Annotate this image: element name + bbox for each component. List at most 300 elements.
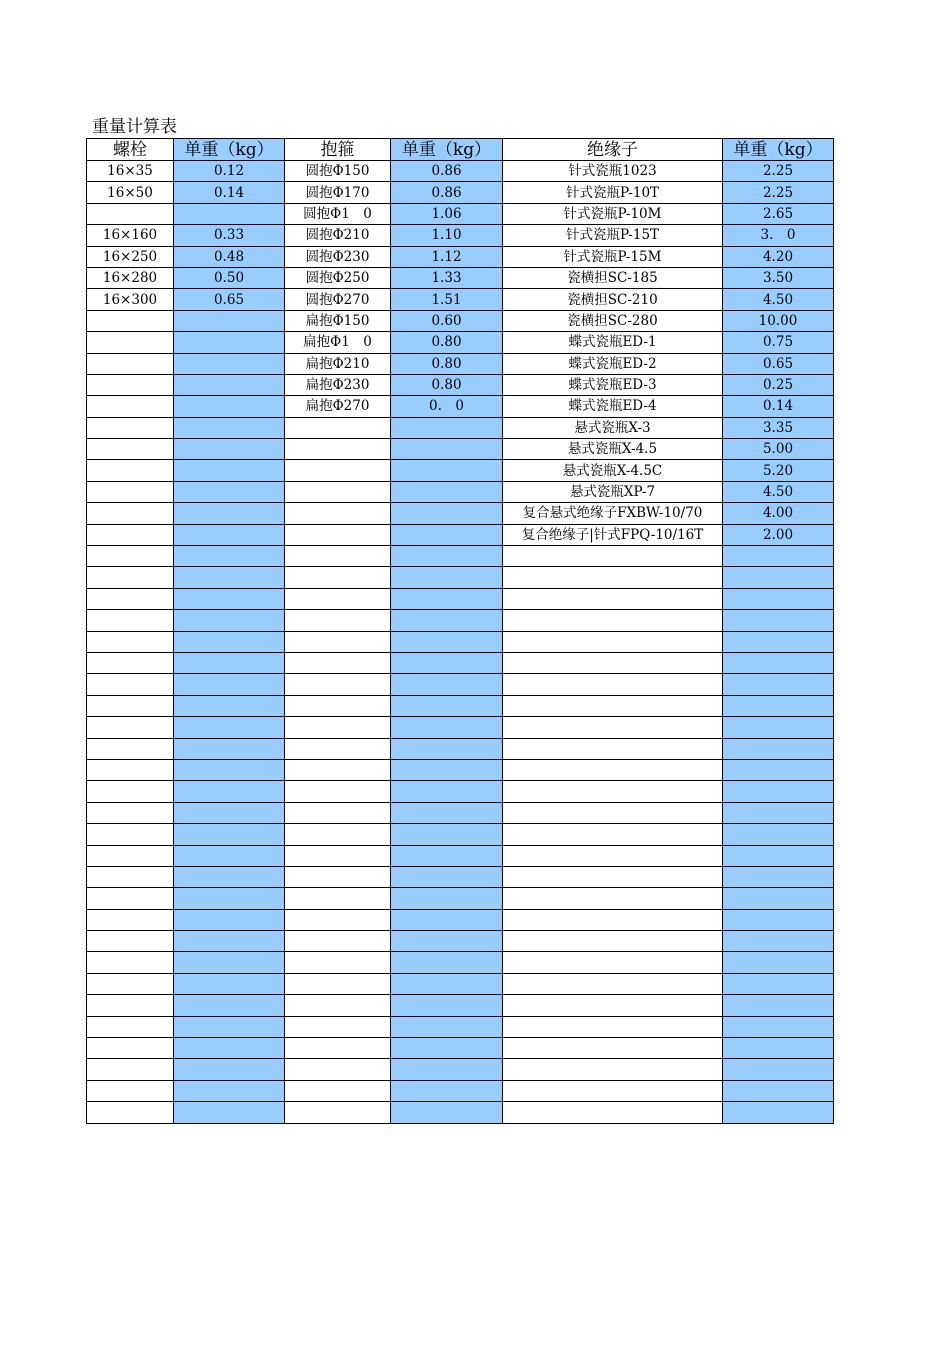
bolt-weight-cell[interactable]: 0.33 <box>174 225 285 246</box>
hoop-weight-cell[interactable] <box>391 674 503 695</box>
hoop-weight-cell[interactable] <box>391 610 503 631</box>
hoop-cell[interactable] <box>285 1016 391 1037</box>
hoop-cell[interactable]: 圆抱Φ270 <box>285 289 391 310</box>
bolt-weight-cell[interactable] <box>174 1016 285 1037</box>
table-row <box>87 203 834 224</box>
insulator-weight-cell[interactable] <box>723 738 834 759</box>
bolt-cell[interactable] <box>87 1038 174 1059</box>
insulator-cell[interactable] <box>503 995 723 1016</box>
bolt-cell[interactable]: 16×160 <box>87 225 174 246</box>
hoop-weight-cell[interactable] <box>391 439 503 460</box>
insulator-weight-cell[interactable] <box>723 567 834 588</box>
hoop-cell[interactable] <box>285 909 391 930</box>
bolt-cell[interactable] <box>87 332 174 353</box>
bolt-cell[interactable] <box>87 631 174 652</box>
insulator-cell[interactable] <box>503 1102 723 1123</box>
hoop-cell[interactable] <box>285 460 391 481</box>
bolt-cell[interactable] <box>87 909 174 930</box>
hoop-weight-cell[interactable] <box>391 460 503 481</box>
insulator-cell[interactable] <box>503 1059 723 1080</box>
bolt-cell[interactable] <box>87 503 174 524</box>
bolt-cell[interactable] <box>87 781 174 802</box>
bolt-weight-cell[interactable] <box>174 652 285 673</box>
bolt-cell[interactable] <box>87 845 174 866</box>
hoop-cell[interactable]: 圆抱Φ250 <box>285 267 391 288</box>
bolt-weight-cell[interactable] <box>174 759 285 780</box>
insulator-weight-cell[interactable] <box>723 973 834 994</box>
hoop-weight-cell[interactable]: 1.51 <box>391 289 503 310</box>
bolt-weight-cell[interactable] <box>174 973 285 994</box>
table-row <box>87 610 834 631</box>
bolt-weight-cell[interactable] <box>174 503 285 524</box>
insulator-weight-cell[interactable] <box>723 588 834 609</box>
bolt-weight-cell[interactable] <box>174 567 285 588</box>
bolt-weight-cell[interactable] <box>174 866 285 887</box>
table-row <box>87 524 834 545</box>
header-hoop: 抱箍 <box>285 139 391 161</box>
bolt-cell[interactable] <box>87 674 174 695</box>
header-insulator: 绝缘子 <box>503 139 723 161</box>
hoop-cell[interactable] <box>285 952 391 973</box>
bolt-cell[interactable] <box>87 1016 174 1037</box>
insulator-cell[interactable] <box>503 1038 723 1059</box>
hoop-weight-cell[interactable] <box>391 781 503 802</box>
insulator-weight-cell[interactable]: 4.20 <box>723 246 834 267</box>
hoop-weight-cell[interactable]: 1.12 <box>391 246 503 267</box>
hoop-weight-cell[interactable]: 0.86 <box>391 161 503 182</box>
hoop-cell[interactable] <box>285 824 391 845</box>
table-row <box>87 567 834 588</box>
insulator-cell[interactable]: 悬式瓷瓶X-4.5 <box>503 439 723 460</box>
table-row <box>87 1038 834 1059</box>
insulator-weight-cell[interactable] <box>723 1038 834 1059</box>
bolt-weight-cell[interactable] <box>174 781 285 802</box>
hoop-cell[interactable] <box>285 439 391 460</box>
bolt-cell[interactable] <box>87 824 174 845</box>
insulator-weight-cell[interactable] <box>723 845 834 866</box>
bolt-weight-cell[interactable]: 0.65 <box>174 289 285 310</box>
header-row <box>87 139 834 161</box>
insulator-cell[interactable] <box>503 738 723 759</box>
hoop-weight-cell[interactable] <box>391 1080 503 1101</box>
bolt-weight-cell[interactable] <box>174 824 285 845</box>
hoop-cell[interactable]: 扁抱Φ150 <box>285 310 391 331</box>
insulator-weight-cell[interactable]: 2.25 <box>723 182 834 203</box>
hoop-weight-cell[interactable] <box>391 652 503 673</box>
bolt-cell[interactable] <box>87 995 174 1016</box>
insulator-cell[interactable]: 针式瓷瓶P-15T <box>503 225 723 246</box>
insulator-weight-cell[interactable] <box>723 695 834 716</box>
header-bolt: 螺栓 <box>87 139 174 161</box>
table-row <box>87 546 834 567</box>
insulator-weight-cell[interactable] <box>723 909 834 930</box>
bolt-cell[interactable]: 16×35 <box>87 161 174 182</box>
bolt-cell[interactable] <box>87 417 174 438</box>
bolt-cell[interactable] <box>87 973 174 994</box>
bolt-weight-cell[interactable] <box>174 353 285 374</box>
insulator-cell[interactable] <box>503 759 723 780</box>
hoop-cell[interactable] <box>285 481 391 502</box>
insulator-weight-cell[interactable]: 3. 0 <box>723 225 834 246</box>
hoop-cell[interactable] <box>285 1038 391 1059</box>
hoop-weight-cell[interactable] <box>391 417 503 438</box>
insulator-weight-cell[interactable] <box>723 781 834 802</box>
hoop-cell[interactable] <box>285 524 391 545</box>
insulator-cell[interactable]: 悬式瓷瓶X-3 <box>503 417 723 438</box>
insulator-weight-cell[interactable]: 5.00 <box>723 439 834 460</box>
insulator-cell[interactable] <box>503 1080 723 1101</box>
hoop-weight-cell[interactable] <box>391 866 503 887</box>
insulator-cell[interactable]: 复合悬式绝缘子FXBW-10/70 <box>503 503 723 524</box>
hoop-weight-cell[interactable] <box>391 1016 503 1037</box>
bolt-cell[interactable]: 16×300 <box>87 289 174 310</box>
hoop-weight-cell[interactable] <box>391 738 503 759</box>
hoop-weight-cell[interactable] <box>391 524 503 545</box>
hoop-weight-cell[interactable]: 0.80 <box>391 332 503 353</box>
table-row <box>87 246 834 267</box>
insulator-cell[interactable] <box>503 973 723 994</box>
bolt-weight-cell[interactable] <box>174 802 285 823</box>
bolt-weight-cell[interactable] <box>174 631 285 652</box>
insulator-weight-cell[interactable] <box>723 652 834 673</box>
insulator-cell[interactable] <box>503 909 723 930</box>
bolt-cell[interactable] <box>87 567 174 588</box>
hoop-weight-cell[interactable] <box>391 995 503 1016</box>
insulator-weight-cell[interactable]: 5.20 <box>723 460 834 481</box>
bolt-cell[interactable] <box>87 546 174 567</box>
hoop-cell[interactable] <box>285 417 391 438</box>
hoop-weight-cell[interactable] <box>391 1038 503 1059</box>
insulator-cell[interactable]: 瓷横担SC-185 <box>503 267 723 288</box>
bolt-weight-cell[interactable] <box>174 674 285 695</box>
bolt-weight-cell[interactable] <box>174 374 285 395</box>
bolt-weight-cell[interactable] <box>174 203 285 224</box>
bolt-weight-cell[interactable] <box>174 1080 285 1101</box>
hoop-cell[interactable] <box>285 931 391 952</box>
hoop-cell[interactable] <box>285 717 391 738</box>
hoop-weight-cell[interactable] <box>391 546 503 567</box>
hoop-cell[interactable] <box>285 866 391 887</box>
insulator-weight-cell[interactable]: 4.00 <box>723 503 834 524</box>
table-row <box>87 161 834 182</box>
insulator-cell[interactable] <box>503 802 723 823</box>
bolt-weight-cell[interactable] <box>174 1059 285 1080</box>
bolt-cell[interactable] <box>87 695 174 716</box>
insulator-weight-cell[interactable]: 3.50 <box>723 267 834 288</box>
hoop-cell[interactable]: 圆抱Φ170 <box>285 182 391 203</box>
hoop-weight-cell[interactable] <box>391 931 503 952</box>
weight-table <box>86 138 834 1124</box>
insulator-cell[interactable] <box>503 952 723 973</box>
bolt-cell[interactable]: 16×280 <box>87 267 174 288</box>
table-row <box>87 781 834 802</box>
hoop-cell[interactable] <box>285 845 391 866</box>
table-row <box>87 182 834 203</box>
insulator-weight-cell[interactable] <box>723 995 834 1016</box>
bolt-weight-cell[interactable] <box>174 332 285 353</box>
bolt-cell[interactable] <box>87 866 174 887</box>
insulator-weight-cell[interactable]: 0.14 <box>723 396 834 417</box>
insulator-cell[interactable]: 针式瓷瓶1023 <box>503 161 723 182</box>
hoop-cell[interactable] <box>285 695 391 716</box>
hoop-cell[interactable] <box>285 781 391 802</box>
insulator-weight-cell[interactable] <box>723 546 834 567</box>
insulator-weight-cell[interactable] <box>723 631 834 652</box>
insulator-cell[interactable] <box>503 931 723 952</box>
insulator-weight-cell[interactable]: 0.25 <box>723 374 834 395</box>
hoop-weight-cell[interactable] <box>391 1102 503 1123</box>
insulator-cell[interactable]: 瓷横担SC-280 <box>503 310 723 331</box>
bolt-weight-cell[interactable]: 0.14 <box>174 182 285 203</box>
hoop-cell[interactable] <box>285 802 391 823</box>
bolt-weight-cell[interactable] <box>174 695 285 716</box>
insulator-weight-cell[interactable] <box>723 866 834 887</box>
bolt-weight-cell[interactable] <box>174 481 285 502</box>
hoop-weight-cell[interactable] <box>391 824 503 845</box>
bolt-weight-cell[interactable] <box>174 310 285 331</box>
hoop-weight-cell[interactable] <box>391 888 503 909</box>
bolt-weight-cell[interactable] <box>174 931 285 952</box>
bolt-cell[interactable] <box>87 931 174 952</box>
table-row <box>87 888 834 909</box>
bolt-weight-cell[interactable] <box>174 588 285 609</box>
bolt-cell[interactable] <box>87 396 174 417</box>
bolt-weight-cell[interactable] <box>174 439 285 460</box>
hoop-cell[interactable]: 扁抱Φ210 <box>285 353 391 374</box>
bolt-cell[interactable] <box>87 888 174 909</box>
bolt-weight-cell[interactable] <box>174 845 285 866</box>
hoop-cell[interactable] <box>285 995 391 1016</box>
bolt-weight-cell[interactable] <box>174 952 285 973</box>
hoop-weight-cell[interactable] <box>391 588 503 609</box>
insulator-cell[interactable]: 针式瓷瓶P-15M <box>503 246 723 267</box>
insulator-cell[interactable]: 蝶式瓷瓶ED-3 <box>503 374 723 395</box>
hoop-weight-cell[interactable] <box>391 1059 503 1080</box>
bolt-weight-cell[interactable]: 0.50 <box>174 267 285 288</box>
bolt-weight-cell[interactable] <box>174 610 285 631</box>
bolt-cell[interactable] <box>87 374 174 395</box>
table-row <box>87 717 834 738</box>
bolt-weight-cell[interactable]: 0.12 <box>174 161 285 182</box>
hoop-weight-cell[interactable] <box>391 973 503 994</box>
insulator-cell[interactable]: 蝶式瓷瓶ED-4 <box>503 396 723 417</box>
hoop-cell[interactable] <box>285 567 391 588</box>
hoop-cell[interactable] <box>285 652 391 673</box>
hoop-weight-cell[interactable]: 0.60 <box>391 310 503 331</box>
hoop-weight-cell[interactable]: 1.33 <box>391 267 503 288</box>
insulator-cell[interactable] <box>503 652 723 673</box>
bolt-cell[interactable] <box>87 439 174 460</box>
hoop-cell[interactable]: 扁抱Φ270 <box>285 396 391 417</box>
hoop-cell[interactable]: 圆抱Φ230 <box>285 246 391 267</box>
insulator-weight-cell[interactable] <box>723 759 834 780</box>
insulator-cell[interactable] <box>503 588 723 609</box>
insulator-weight-cell[interactable]: 2.25 <box>723 161 834 182</box>
insulator-cell[interactable] <box>503 610 723 631</box>
header-bolt-weight: 单重（kg） <box>174 139 285 161</box>
hoop-cell[interactable]: 扁抱Φ1 0 <box>285 332 391 353</box>
hoop-weight-cell[interactable]: 1.10 <box>391 225 503 246</box>
hoop-cell[interactable] <box>285 631 391 652</box>
insulator-weight-cell[interactable] <box>723 674 834 695</box>
insulator-cell[interactable] <box>503 631 723 652</box>
insulator-cell[interactable] <box>503 695 723 716</box>
table-row <box>87 289 834 310</box>
table-row <box>87 909 834 930</box>
bolt-weight-cell[interactable] <box>174 417 285 438</box>
insulator-weight-cell[interactable]: 10.00 <box>723 310 834 331</box>
hoop-cell[interactable] <box>285 738 391 759</box>
bolt-weight-cell[interactable]: 0.48 <box>174 246 285 267</box>
insulator-weight-cell[interactable] <box>723 1016 834 1037</box>
insulator-weight-cell[interactable] <box>723 931 834 952</box>
hoop-cell[interactable] <box>285 1080 391 1101</box>
bolt-cell[interactable] <box>87 203 174 224</box>
hoop-cell[interactable]: 圆抱Φ1 0 <box>285 203 391 224</box>
hoop-cell[interactable] <box>285 546 391 567</box>
bolt-cell[interactable] <box>87 1102 174 1123</box>
hoop-cell[interactable] <box>285 973 391 994</box>
bolt-cell[interactable] <box>87 652 174 673</box>
bolt-cell[interactable] <box>87 759 174 780</box>
insulator-weight-cell[interactable]: 0.65 <box>723 353 834 374</box>
hoop-weight-cell[interactable] <box>391 481 503 502</box>
hoop-weight-cell[interactable] <box>391 909 503 930</box>
hoop-weight-cell[interactable]: 0.80 <box>391 353 503 374</box>
bolt-cell[interactable] <box>87 1080 174 1101</box>
bolt-weight-cell[interactable] <box>174 738 285 759</box>
hoop-weight-cell[interactable] <box>391 845 503 866</box>
insulator-cell[interactable] <box>503 845 723 866</box>
bolt-weight-cell[interactable] <box>174 460 285 481</box>
insulator-weight-cell[interactable]: 2.65 <box>723 203 834 224</box>
insulator-weight-cell[interactable]: 4.50 <box>723 481 834 502</box>
sheet-title: 重量计算表 <box>92 117 177 137</box>
hoop-cell[interactable] <box>285 888 391 909</box>
table-row <box>87 439 834 460</box>
insulator-weight-cell[interactable] <box>723 1080 834 1101</box>
bolt-cell[interactable] <box>87 738 174 759</box>
table-row <box>87 695 834 716</box>
bolt-cell[interactable] <box>87 610 174 631</box>
hoop-cell[interactable]: 圆抱Φ210 <box>285 225 391 246</box>
insulator-cell[interactable] <box>503 781 723 802</box>
insulator-cell[interactable]: 悬式瓷瓶X-4.5C <box>503 460 723 481</box>
insulator-cell[interactable]: 针式瓷瓶P-10M <box>503 203 723 224</box>
table-row <box>87 631 834 652</box>
bolt-weight-cell[interactable] <box>174 546 285 567</box>
insulator-cell[interactable] <box>503 567 723 588</box>
insulator-weight-cell[interactable] <box>723 952 834 973</box>
insulator-cell[interactable] <box>503 866 723 887</box>
hoop-weight-cell[interactable]: 0.86 <box>391 182 503 203</box>
insulator-cell[interactable] <box>503 888 723 909</box>
hoop-cell[interactable] <box>285 588 391 609</box>
insulator-cell[interactable] <box>503 717 723 738</box>
insulator-weight-cell[interactable]: 2.00 <box>723 524 834 545</box>
bolt-cell[interactable] <box>87 717 174 738</box>
bolt-weight-cell[interactable] <box>174 1038 285 1059</box>
table-row <box>87 674 834 695</box>
table-row <box>87 332 834 353</box>
insulator-weight-cell[interactable] <box>723 1102 834 1123</box>
table-row <box>87 866 834 887</box>
hoop-weight-cell[interactable] <box>391 952 503 973</box>
insulator-cell[interactable]: 蝶式瓷瓶ED-2 <box>503 353 723 374</box>
hoop-weight-cell[interactable] <box>391 759 503 780</box>
hoop-cell[interactable]: 扁抱Φ230 <box>285 374 391 395</box>
bolt-weight-cell[interactable] <box>174 995 285 1016</box>
bolt-weight-cell[interactable] <box>174 888 285 909</box>
bolt-weight-cell[interactable] <box>174 524 285 545</box>
hoop-weight-cell[interactable] <box>391 802 503 823</box>
insulator-weight-cell[interactable] <box>723 824 834 845</box>
bolt-weight-cell[interactable] <box>174 1102 285 1123</box>
insulator-cell[interactable] <box>503 546 723 567</box>
bolt-cell[interactable] <box>87 1059 174 1080</box>
bolt-cell[interactable] <box>87 481 174 502</box>
hoop-weight-cell[interactable] <box>391 503 503 524</box>
insulator-weight-cell[interactable]: 4.50 <box>723 289 834 310</box>
insulator-cell[interactable]: 针式瓷瓶P-10T <box>503 182 723 203</box>
hoop-weight-cell[interactable]: 1.06 <box>391 203 503 224</box>
hoop-weight-cell[interactable] <box>391 717 503 738</box>
bolt-cell[interactable] <box>87 802 174 823</box>
insulator-weight-cell[interactable] <box>723 802 834 823</box>
bolt-weight-cell[interactable] <box>174 717 285 738</box>
hoop-cell[interactable] <box>285 674 391 695</box>
hoop-cell[interactable] <box>285 610 391 631</box>
insulator-cell[interactable]: 悬式瓷瓶XP-7 <box>503 481 723 502</box>
insulator-cell[interactable] <box>503 824 723 845</box>
hoop-weight-cell[interactable] <box>391 695 503 716</box>
insulator-cell[interactable] <box>503 674 723 695</box>
bolt-weight-cell[interactable] <box>174 909 285 930</box>
insulator-cell[interactable]: 瓷横担SC-210 <box>503 289 723 310</box>
hoop-cell[interactable] <box>285 1059 391 1080</box>
hoop-cell[interactable]: 圆抱Φ150 <box>285 161 391 182</box>
insulator-weight-cell[interactable] <box>723 1059 834 1080</box>
bolt-cell[interactable] <box>87 310 174 331</box>
hoop-cell[interactable] <box>285 759 391 780</box>
insulator-weight-cell[interactable]: 3.35 <box>723 417 834 438</box>
hoop-cell[interactable] <box>285 1102 391 1123</box>
insulator-weight-cell[interactable]: 0.75 <box>723 332 834 353</box>
bolt-cell[interactable] <box>87 588 174 609</box>
bolt-cell[interactable] <box>87 524 174 545</box>
hoop-cell[interactable] <box>285 503 391 524</box>
bolt-cell[interactable] <box>87 460 174 481</box>
insulator-cell[interactable]: 蝶式瓷瓶ED-1 <box>503 332 723 353</box>
insulator-weight-cell[interactable] <box>723 717 834 738</box>
hoop-weight-cell[interactable] <box>391 631 503 652</box>
bolt-cell[interactable] <box>87 353 174 374</box>
bolt-weight-cell[interactable] <box>174 396 285 417</box>
table-row <box>87 374 834 395</box>
insulator-cell[interactable] <box>503 1016 723 1037</box>
hoop-weight-cell[interactable] <box>391 567 503 588</box>
table-row <box>87 931 834 952</box>
table-row <box>87 417 834 438</box>
insulator-weight-cell[interactable] <box>723 610 834 631</box>
bolt-cell[interactable]: 16×250 <box>87 246 174 267</box>
bolt-cell[interactable]: 16×50 <box>87 182 174 203</box>
bolt-cell[interactable] <box>87 952 174 973</box>
hoop-weight-cell[interactable]: 0. 0 <box>391 396 503 417</box>
insulator-cell[interactable]: 复合绝缘子|针式FPQ-10/16T <box>503 524 723 545</box>
insulator-weight-cell[interactable] <box>723 888 834 909</box>
hoop-weight-cell[interactable]: 0.80 <box>391 374 503 395</box>
